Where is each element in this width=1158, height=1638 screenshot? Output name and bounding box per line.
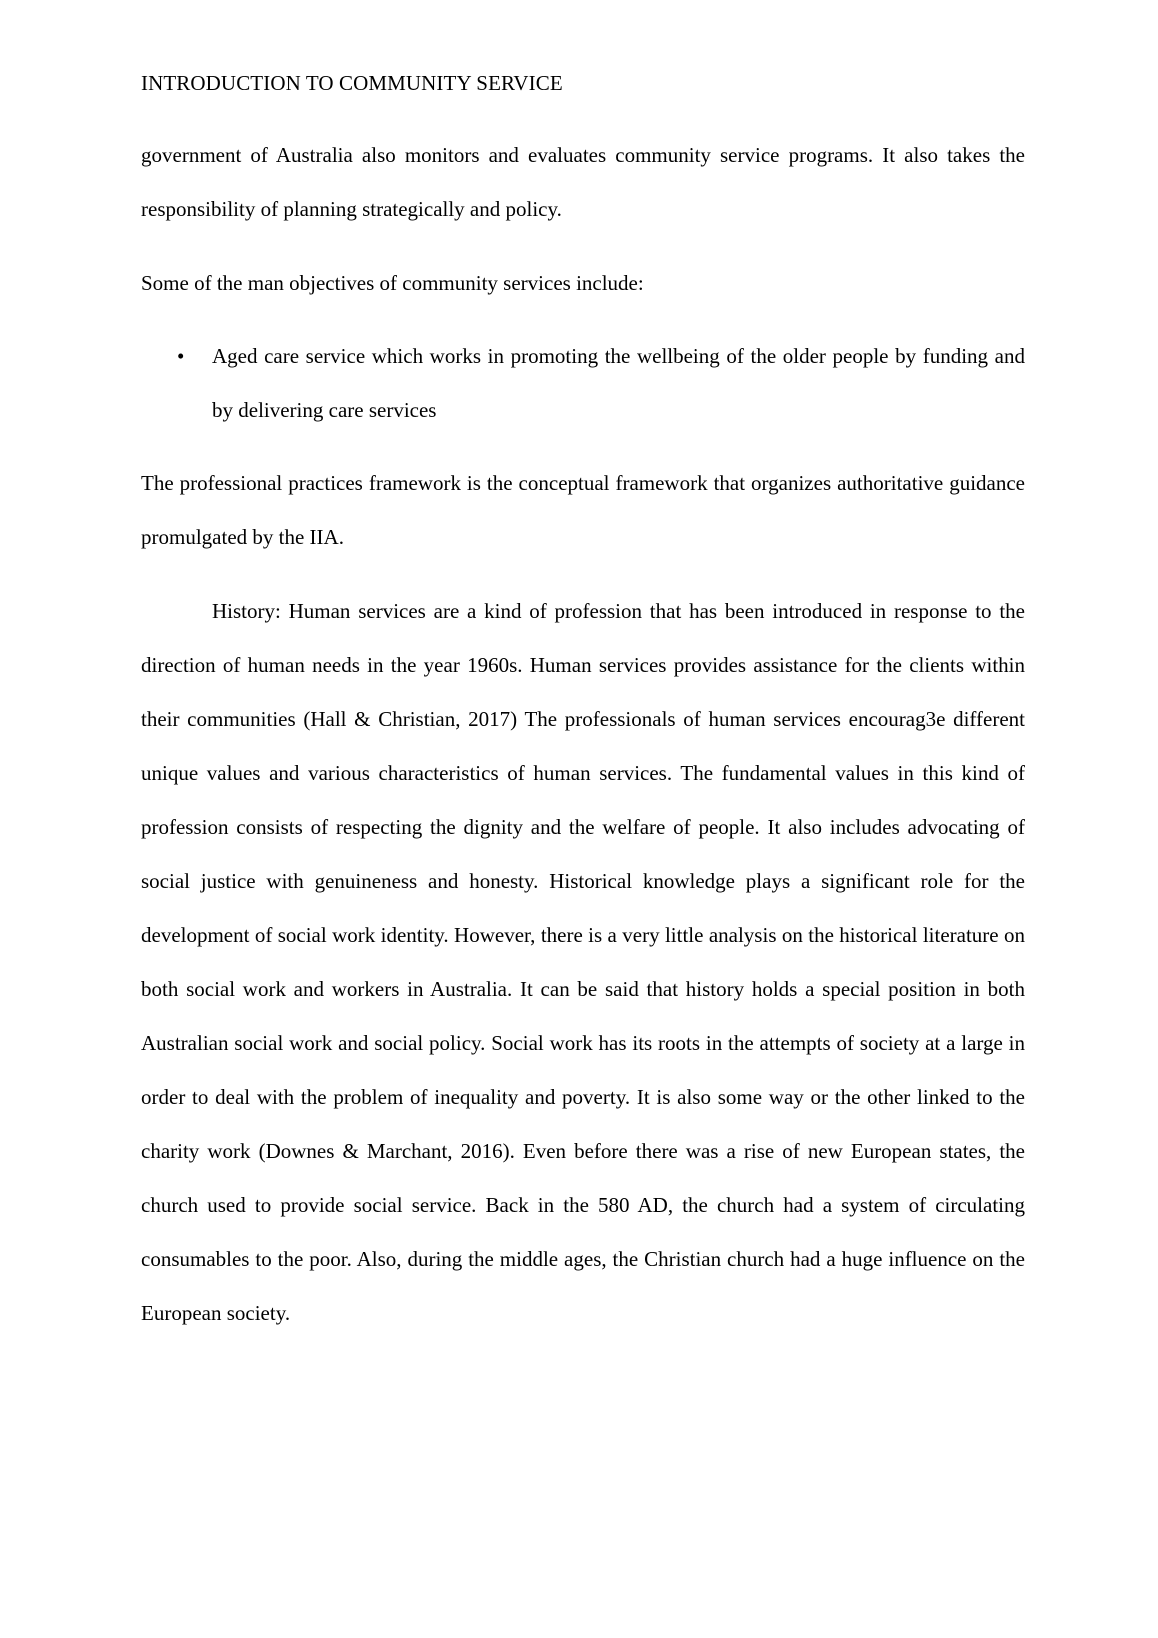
paragraph-history: History: Human services are a kind of profession that has been introduced in response to the direction of human needs in the year 1960s. Human services provides assistance for the clients within their communities (Hall & Christian, 2017) The professionals of human services encourag3e different unique values and various characteristics of human services. The fundamental values in this kind of profession consists of respecting the dignity and the welfare of people. It also includes advocating of social justice with genuineness and honesty. Historical knowledge plays a significant role for the development of social work identity. However, there is a very little analysis on the historical literature on both social work and workers in Australia. It can be said that history holds a special position in both Australian social work and social policy. Social work has its roots in the attempts of society at a large in order to deal with the problem of inequality and poverty. It is also some way or the other linked to the charity work (Downes & Marchant, 2016). Even before there was a rise of new European states, the church used to provide social service. Back in the 580 AD, the church had a system of circulating consumables to the poor. Also, during the middle ages, the Christian church had a huge influence on the European society. [141, 599, 1025, 1325]
paragraph-objectives-lead: Some of the man objectives of community services include: [141, 271, 644, 295]
paragraph-intro: government of Australia also monitors and evaluates community service programs. It also takes the responsibility of planning strategically and policy. [141, 143, 1025, 221]
list-item-text: Aged care service which works in promoting the wellbeing of the older people by funding and by delivering care services [212, 344, 1025, 422]
running-header-title: INTRODUCTION TO COMMUNITY SERVICE [141, 71, 563, 95]
paragraph-framework: The professional practices framework is the conceptual framework that organizes authoritative guidance promulgated by the IIA. [141, 471, 1025, 549]
bullet-icon: • [177, 344, 185, 368]
